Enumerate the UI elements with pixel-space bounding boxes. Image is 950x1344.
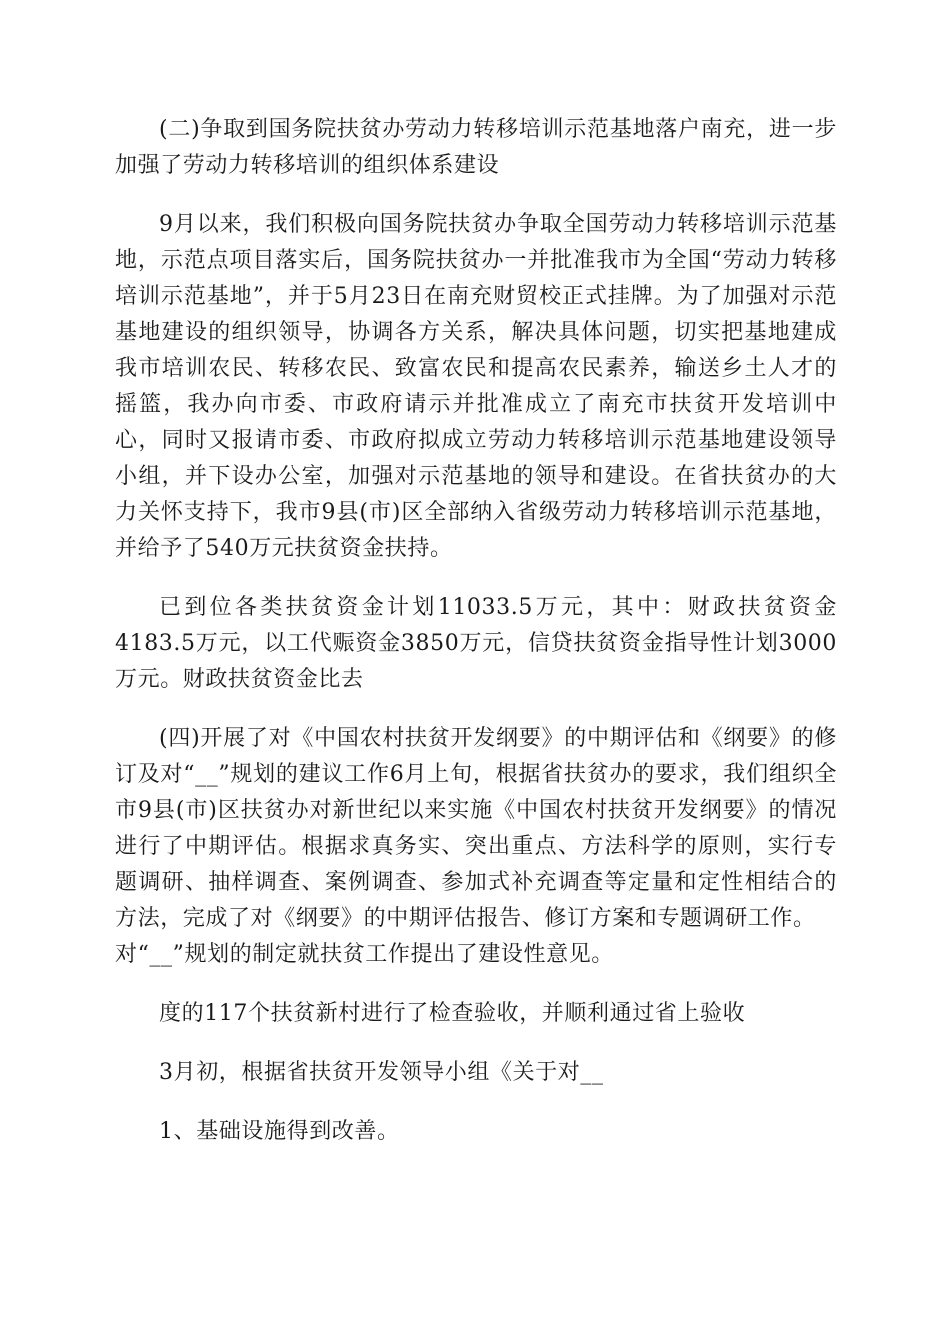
paragraph-funds: 已到位各类扶贫资金计划11033.5万元，其中：财政扶贫资金4183.5万元，以工代赈资金3850万元，信贷扶贫资金指导性计划3000万元。财政扶贫资金比去 [115,595,837,692]
paragraph-march: 3月初，根据省扶贫开发领导小组《关于对__ [159,1060,604,1085]
paragraph-section-4-evaluation: (四)开展了对《中国农村扶贫开发纲要》的中期评估和《纲要》的修订及对“__”规划的建议工作6月上旬，根据省扶贫办的要求，我们组织全市9县(市)区扶贫办对新世纪以来实施《中国农村扶贫开发纲要》的情况进行了中期评估。根据求真务实、突出重点、方法科学的原则，实行专题调研、抽样调查、案例调查、参加式补充调查等定量和定性相结合的方法，完成了对《纲要》的中期评估报告、修订方案和专题调研工作。 [115,726,837,931]
document-body [115,112,837,1173]
paragraph-new-villages: 度的117个扶贫新村进行了检查验收，并顺利通过省上验收 [159,1001,746,1026]
paragraph-infrastructure: 1、基础设施得到改善。 [159,1119,400,1144]
paragraph-training-base: 9月以来，我们积极向国务院扶贫办争取全国劳动力转移培训示范基地，示范点项目落实后，国务院扶贫办一并批准我市为全国“劳动力转移培训示范基地”，并于5月23日在南充财贸校正式挂牌。为了加强对示范基地建设的组织领导，协调各方关系，解决具体问题，切实把基地建成我市培训农民、转移农民、致富农民和提高农民素养，输送乡土人才的摇篮，我办向市委、市政府请示并批准成立了南充市扶贫开发培训中心，同时又报请市委、市政府拟成立劳动力转移培训示范基地建设领导小组，并下设办公室，加强对示范基地的领导和建设。在省扶贫办的大力关怀支持下，我市9县(市)区全部纳入省级劳动力转移培训示范基地，并给予了540万元扶贫资金扶持。 [115,212,837,561]
paragraph-section-2-heading: (二)争取到国务院扶贫办劳动力转移培训示范基地落户南充，进一步加强了劳动力转移培训的组织体系建设 [115,117,837,178]
paragraph-planning-suggestion: 对“__”规划的制定就扶贫工作提出了建设性意见。 [115,942,614,967]
